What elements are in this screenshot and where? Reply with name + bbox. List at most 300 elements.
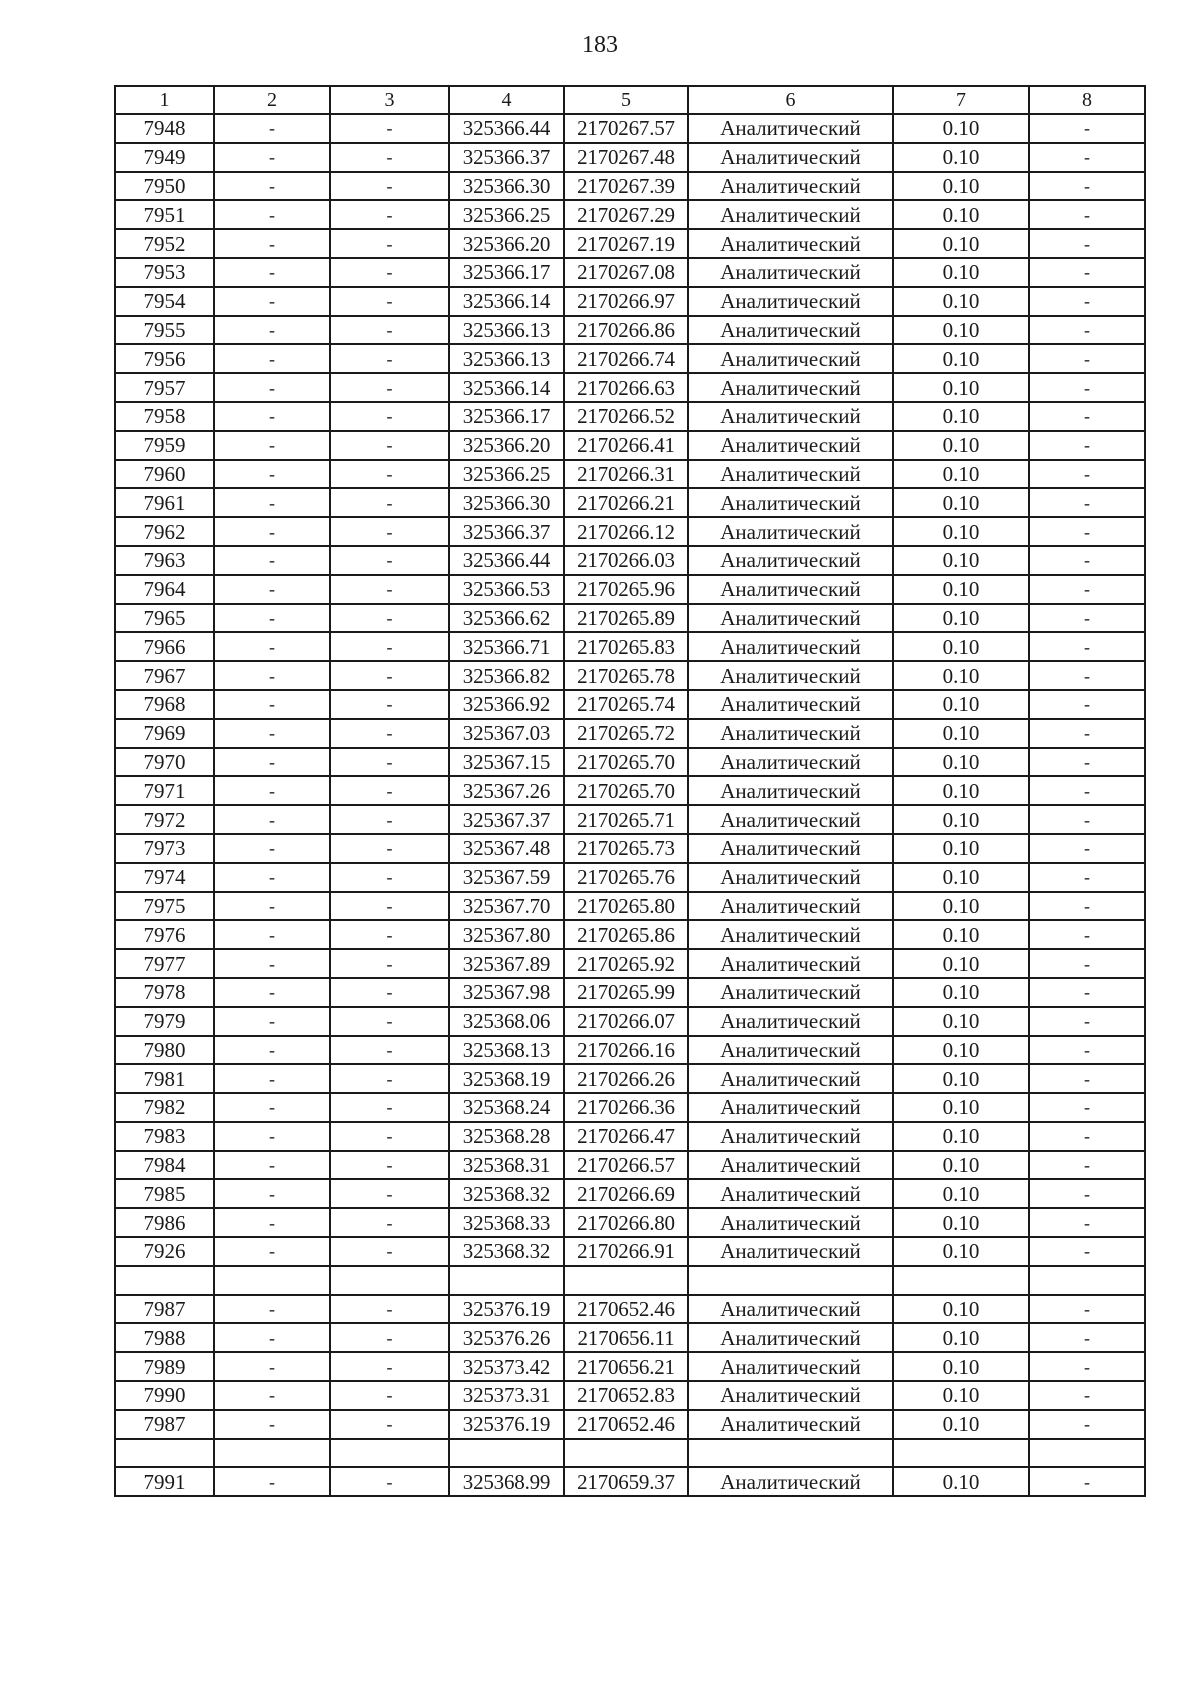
point-number-cell: 7956 xyxy=(115,344,214,373)
point-number-cell: 7965 xyxy=(115,604,214,633)
point-number-cell: 7990 xyxy=(115,1381,214,1410)
accuracy-cell: 0.10 xyxy=(893,920,1029,949)
point-number-cell: 7991 xyxy=(115,1467,214,1496)
col2-cell: - xyxy=(214,1179,330,1208)
col3-cell: - xyxy=(330,834,449,863)
method-cell: Аналитический xyxy=(688,229,893,258)
method-cell: Аналитический xyxy=(688,690,893,719)
table-spacer-row xyxy=(115,1439,1145,1468)
col2-cell: - xyxy=(214,200,330,229)
x-coordinate-cell: 325367.15 xyxy=(449,748,564,777)
column-header: 6 xyxy=(688,86,893,114)
point-number-cell: 7958 xyxy=(115,402,214,431)
x-coordinate-cell: 325367.26 xyxy=(449,776,564,805)
col2-cell: - xyxy=(214,517,330,546)
col3-cell: - xyxy=(330,373,449,402)
empty-cell xyxy=(564,1439,688,1468)
table-row xyxy=(115,1381,1145,1410)
accuracy-cell: 0.10 xyxy=(893,748,1029,777)
col8-cell: - xyxy=(1029,776,1145,805)
column-header: 4 xyxy=(449,86,564,114)
col2-cell: - xyxy=(214,1381,330,1410)
col3-cell: - xyxy=(330,1208,449,1237)
col2-cell: - xyxy=(214,1064,330,1093)
empty-cell xyxy=(893,1266,1029,1295)
col2-cell: - xyxy=(214,978,330,1007)
page-number: 183 xyxy=(582,32,618,58)
col8-cell: - xyxy=(1029,1467,1145,1496)
col8-cell: - xyxy=(1029,1295,1145,1324)
y-coordinate-cell: 2170266.31 xyxy=(564,460,688,489)
col2-cell: - xyxy=(214,546,330,575)
y-coordinate-cell: 2170267.48 xyxy=(564,143,688,172)
col2-cell: - xyxy=(214,949,330,978)
x-coordinate-cell: 325366.30 xyxy=(449,488,564,517)
col2-cell: - xyxy=(214,1093,330,1122)
col8-cell: - xyxy=(1029,604,1145,633)
method-cell: Аналитический xyxy=(688,1467,893,1496)
col2-cell: - xyxy=(214,488,330,517)
method-cell: Аналитический xyxy=(688,949,893,978)
accuracy-cell: 0.10 xyxy=(893,172,1029,201)
table-row xyxy=(115,978,1145,1007)
x-coordinate-cell: 325366.25 xyxy=(449,460,564,489)
y-coordinate-cell: 2170265.96 xyxy=(564,575,688,604)
accuracy-cell: 0.10 xyxy=(893,517,1029,546)
y-coordinate-cell: 2170266.97 xyxy=(564,287,688,316)
table-row xyxy=(115,200,1145,229)
y-coordinate-cell: 2170656.11 xyxy=(564,1323,688,1352)
accuracy-cell: 0.10 xyxy=(893,402,1029,431)
col3-cell: - xyxy=(330,344,449,373)
table-row xyxy=(115,892,1145,921)
col2-cell: - xyxy=(214,431,330,460)
method-cell: Аналитический xyxy=(688,517,893,546)
col3-cell: - xyxy=(330,1467,449,1496)
method-cell: Аналитический xyxy=(688,892,893,921)
col3-cell: - xyxy=(330,719,449,748)
empty-cell xyxy=(1029,1266,1145,1295)
col3-cell: - xyxy=(330,604,449,633)
table-row xyxy=(115,488,1145,517)
method-cell: Аналитический xyxy=(688,863,893,892)
x-coordinate-cell: 325367.03 xyxy=(449,719,564,748)
x-coordinate-cell: 325366.53 xyxy=(449,575,564,604)
method-cell: Аналитический xyxy=(688,1151,893,1180)
y-coordinate-cell: 2170265.80 xyxy=(564,892,688,921)
point-number-cell: 7985 xyxy=(115,1179,214,1208)
table-row xyxy=(115,949,1145,978)
accuracy-cell: 0.10 xyxy=(893,1295,1029,1324)
accuracy-cell: 0.10 xyxy=(893,488,1029,517)
method-cell: Аналитический xyxy=(688,1381,893,1410)
col8-cell: - xyxy=(1029,1122,1145,1151)
accuracy-cell: 0.10 xyxy=(893,114,1029,143)
point-number-cell: 7963 xyxy=(115,546,214,575)
col3-cell: - xyxy=(330,1064,449,1093)
empty-cell xyxy=(214,1439,330,1468)
col3-cell: - xyxy=(330,1410,449,1439)
x-coordinate-cell: 325366.14 xyxy=(449,373,564,402)
table-row xyxy=(115,287,1145,316)
empty-cell xyxy=(688,1439,893,1468)
table-row xyxy=(115,1295,1145,1324)
col2-cell: - xyxy=(214,661,330,690)
y-coordinate-cell: 2170265.70 xyxy=(564,776,688,805)
col3-cell: - xyxy=(330,892,449,921)
col2-cell: - xyxy=(214,834,330,863)
empty-cell xyxy=(449,1266,564,1295)
col8-cell: - xyxy=(1029,460,1145,489)
col3-cell: - xyxy=(330,575,449,604)
accuracy-cell: 0.10 xyxy=(893,575,1029,604)
point-number-cell: 7978 xyxy=(115,978,214,1007)
accuracy-cell: 0.10 xyxy=(893,1064,1029,1093)
point-number-cell: 7970 xyxy=(115,748,214,777)
x-coordinate-cell: 325366.20 xyxy=(449,431,564,460)
column-header: 2 xyxy=(214,86,330,114)
col3-cell: - xyxy=(330,661,449,690)
col8-cell: - xyxy=(1029,661,1145,690)
method-cell: Аналитический xyxy=(688,1323,893,1352)
col2-cell: - xyxy=(214,892,330,921)
point-number-cell: 7962 xyxy=(115,517,214,546)
x-coordinate-cell: 325367.80 xyxy=(449,920,564,949)
col8-cell: - xyxy=(1029,719,1145,748)
point-number-cell: 7987 xyxy=(115,1295,214,1324)
accuracy-cell: 0.10 xyxy=(893,1036,1029,1065)
point-number-cell: 7964 xyxy=(115,575,214,604)
col8-cell: - xyxy=(1029,978,1145,1007)
point-number-cell: 7988 xyxy=(115,1323,214,1352)
table-row xyxy=(115,1036,1145,1065)
x-coordinate-cell: 325366.17 xyxy=(449,402,564,431)
method-cell: Аналитический xyxy=(688,373,893,402)
col8-cell: - xyxy=(1029,431,1145,460)
method-cell: Аналитический xyxy=(688,114,893,143)
method-cell: Аналитический xyxy=(688,460,893,489)
col3-cell: - xyxy=(330,690,449,719)
table-row xyxy=(115,1179,1145,1208)
table-row xyxy=(115,1151,1145,1180)
col8-cell: - xyxy=(1029,1093,1145,1122)
point-number-cell: 7926 xyxy=(115,1237,214,1266)
column-header: 5 xyxy=(564,86,688,114)
method-cell: Аналитический xyxy=(688,1064,893,1093)
col8-cell: - xyxy=(1029,863,1145,892)
method-cell: Аналитический xyxy=(688,575,893,604)
col8-cell: - xyxy=(1029,1237,1145,1266)
empty-cell xyxy=(893,1439,1029,1468)
x-coordinate-cell: 325366.14 xyxy=(449,287,564,316)
y-coordinate-cell: 2170265.99 xyxy=(564,978,688,1007)
col3-cell: - xyxy=(330,172,449,201)
point-number-cell: 7987 xyxy=(115,1410,214,1439)
accuracy-cell: 0.10 xyxy=(893,200,1029,229)
col2-cell: - xyxy=(214,1208,330,1237)
col3-cell: - xyxy=(330,1093,449,1122)
accuracy-cell: 0.10 xyxy=(893,1093,1029,1122)
col2-cell: - xyxy=(214,719,330,748)
table-row xyxy=(115,316,1145,345)
accuracy-cell: 0.10 xyxy=(893,1179,1029,1208)
col3-cell: - xyxy=(330,316,449,345)
x-coordinate-cell: 325368.06 xyxy=(449,1007,564,1036)
point-number-cell: 7950 xyxy=(115,172,214,201)
y-coordinate-cell: 2170266.41 xyxy=(564,431,688,460)
empty-cell xyxy=(330,1439,449,1468)
col2-cell: - xyxy=(214,1237,330,1266)
empty-cell xyxy=(449,1439,564,1468)
point-number-cell: 7968 xyxy=(115,690,214,719)
col2-cell: - xyxy=(214,460,330,489)
col8-cell: - xyxy=(1029,200,1145,229)
col3-cell: - xyxy=(330,546,449,575)
table-row xyxy=(115,1410,1145,1439)
col8-cell: - xyxy=(1029,805,1145,834)
x-coordinate-cell: 325368.19 xyxy=(449,1064,564,1093)
y-coordinate-cell: 2170265.72 xyxy=(564,719,688,748)
method-cell: Аналитический xyxy=(688,1295,893,1324)
col2-cell: - xyxy=(214,1467,330,1496)
col3-cell: - xyxy=(330,1295,449,1324)
y-coordinate-cell: 2170266.26 xyxy=(564,1064,688,1093)
x-coordinate-cell: 325366.92 xyxy=(449,690,564,719)
method-cell: Аналитический xyxy=(688,1036,893,1065)
accuracy-cell: 0.10 xyxy=(893,258,1029,287)
y-coordinate-cell: 2170266.03 xyxy=(564,546,688,575)
method-cell: Аналитический xyxy=(688,978,893,1007)
method-cell: Аналитический xyxy=(688,1352,893,1381)
x-coordinate-cell: 325366.44 xyxy=(449,114,564,143)
col3-cell: - xyxy=(330,1179,449,1208)
column-header: 8 xyxy=(1029,86,1145,114)
y-coordinate-cell: 2170266.12 xyxy=(564,517,688,546)
col2-cell: - xyxy=(214,1122,330,1151)
col2-cell: - xyxy=(214,1036,330,1065)
point-number-cell: 7969 xyxy=(115,719,214,748)
point-number-cell: 7954 xyxy=(115,287,214,316)
col8-cell: - xyxy=(1029,546,1145,575)
col2-cell: - xyxy=(214,1323,330,1352)
x-coordinate-cell: 325368.32 xyxy=(449,1179,564,1208)
col8-cell: - xyxy=(1029,1352,1145,1381)
table-row xyxy=(115,229,1145,258)
table-row xyxy=(115,114,1145,143)
col2-cell: - xyxy=(214,172,330,201)
accuracy-cell: 0.10 xyxy=(893,719,1029,748)
table-row xyxy=(115,604,1145,633)
col8-cell: - xyxy=(1029,632,1145,661)
col3-cell: - xyxy=(330,748,449,777)
y-coordinate-cell: 2170266.07 xyxy=(564,1007,688,1036)
method-cell: Аналитический xyxy=(688,316,893,345)
method-cell: Аналитический xyxy=(688,805,893,834)
method-cell: Аналитический xyxy=(688,402,893,431)
col8-cell: - xyxy=(1029,920,1145,949)
col3-cell: - xyxy=(330,632,449,661)
accuracy-cell: 0.10 xyxy=(893,604,1029,633)
method-cell: Аналитический xyxy=(688,776,893,805)
empty-cell xyxy=(115,1266,214,1295)
point-number-cell: 7973 xyxy=(115,834,214,863)
col3-cell: - xyxy=(330,1323,449,1352)
table-spacer-row xyxy=(115,1266,1145,1295)
point-number-cell: 7967 xyxy=(115,661,214,690)
y-coordinate-cell: 2170266.80 xyxy=(564,1208,688,1237)
method-cell: Аналитический xyxy=(688,834,893,863)
accuracy-cell: 0.10 xyxy=(893,1208,1029,1237)
point-number-cell: 7972 xyxy=(115,805,214,834)
accuracy-cell: 0.10 xyxy=(893,632,1029,661)
method-cell: Аналитический xyxy=(688,1208,893,1237)
table-row xyxy=(115,460,1145,489)
accuracy-cell: 0.10 xyxy=(893,373,1029,402)
column-header: 3 xyxy=(330,86,449,114)
col3-cell: - xyxy=(330,1352,449,1381)
method-cell: Аналитический xyxy=(688,258,893,287)
col3-cell: - xyxy=(330,258,449,287)
col2-cell: - xyxy=(214,229,330,258)
col3-cell: - xyxy=(330,200,449,229)
col2-cell: - xyxy=(214,748,330,777)
col8-cell: - xyxy=(1029,892,1145,921)
col3-cell: - xyxy=(330,460,449,489)
y-coordinate-cell: 2170266.63 xyxy=(564,373,688,402)
x-coordinate-cell: 325366.13 xyxy=(449,316,564,345)
point-number-cell: 7977 xyxy=(115,949,214,978)
col2-cell: - xyxy=(214,1352,330,1381)
method-cell: Аналитический xyxy=(688,200,893,229)
col3-cell: - xyxy=(330,1007,449,1036)
x-coordinate-cell: 325366.62 xyxy=(449,604,564,633)
table-row xyxy=(115,373,1145,402)
col8-cell: - xyxy=(1029,229,1145,258)
col8-cell: - xyxy=(1029,1036,1145,1065)
col2-cell: - xyxy=(214,287,330,316)
col3-cell: - xyxy=(330,805,449,834)
col8-cell: - xyxy=(1029,690,1145,719)
y-coordinate-cell: 2170265.71 xyxy=(564,805,688,834)
col3-cell: - xyxy=(330,863,449,892)
x-coordinate-cell: 325366.71 xyxy=(449,632,564,661)
col3-cell: - xyxy=(330,287,449,316)
y-coordinate-cell: 2170265.92 xyxy=(564,949,688,978)
table-row xyxy=(115,776,1145,805)
col8-cell: - xyxy=(1029,834,1145,863)
col8-cell: - xyxy=(1029,1323,1145,1352)
point-number-cell: 7971 xyxy=(115,776,214,805)
point-number-cell: 7961 xyxy=(115,488,214,517)
x-coordinate-cell: 325368.99 xyxy=(449,1467,564,1496)
accuracy-cell: 0.10 xyxy=(893,1381,1029,1410)
col3-cell: - xyxy=(330,978,449,1007)
table-row xyxy=(115,920,1145,949)
method-cell: Аналитический xyxy=(688,1410,893,1439)
accuracy-cell: 0.10 xyxy=(893,949,1029,978)
point-number-cell: 7984 xyxy=(115,1151,214,1180)
y-coordinate-cell: 2170266.21 xyxy=(564,488,688,517)
y-coordinate-cell: 2170266.16 xyxy=(564,1036,688,1065)
table-row xyxy=(115,546,1145,575)
col2-cell: - xyxy=(214,863,330,892)
method-cell: Аналитический xyxy=(688,1237,893,1266)
x-coordinate-cell: 325366.37 xyxy=(449,517,564,546)
x-coordinate-cell: 325373.31 xyxy=(449,1381,564,1410)
col8-cell: - xyxy=(1029,1410,1145,1439)
col2-cell: - xyxy=(214,776,330,805)
point-number-cell: 7979 xyxy=(115,1007,214,1036)
col8-cell: - xyxy=(1029,949,1145,978)
col8-cell: - xyxy=(1029,373,1145,402)
y-coordinate-cell: 2170266.47 xyxy=(564,1122,688,1151)
col3-cell: - xyxy=(330,402,449,431)
table-row xyxy=(115,834,1145,863)
empty-cell xyxy=(688,1266,893,1295)
method-cell: Аналитический xyxy=(688,546,893,575)
x-coordinate-cell: 325368.32 xyxy=(449,1237,564,1266)
point-number-cell: 7975 xyxy=(115,892,214,921)
coordinates-table xyxy=(114,85,1146,1497)
point-number-cell: 7966 xyxy=(115,632,214,661)
accuracy-cell: 0.10 xyxy=(893,690,1029,719)
accuracy-cell: 0.10 xyxy=(893,1007,1029,1036)
accuracy-cell: 0.10 xyxy=(893,863,1029,892)
empty-cell xyxy=(115,1439,214,1468)
y-coordinate-cell: 2170266.57 xyxy=(564,1151,688,1180)
col2-cell: - xyxy=(214,143,330,172)
point-number-cell: 7951 xyxy=(115,200,214,229)
y-coordinate-cell: 2170267.39 xyxy=(564,172,688,201)
accuracy-cell: 0.10 xyxy=(893,978,1029,1007)
y-coordinate-cell: 2170266.36 xyxy=(564,1093,688,1122)
point-number-cell: 7974 xyxy=(115,863,214,892)
method-cell: Аналитический xyxy=(688,344,893,373)
col3-cell: - xyxy=(330,114,449,143)
col8-cell: - xyxy=(1029,517,1145,546)
accuracy-cell: 0.10 xyxy=(893,344,1029,373)
y-coordinate-cell: 2170265.74 xyxy=(564,690,688,719)
empty-cell xyxy=(214,1266,330,1295)
table-body xyxy=(115,114,1145,1496)
table-row xyxy=(115,1323,1145,1352)
method-cell: Аналитический xyxy=(688,431,893,460)
col3-cell: - xyxy=(330,488,449,517)
method-cell: Аналитический xyxy=(688,1179,893,1208)
point-number-cell: 7980 xyxy=(115,1036,214,1065)
col8-cell: - xyxy=(1029,172,1145,201)
x-coordinate-cell: 325367.98 xyxy=(449,978,564,1007)
y-coordinate-cell: 2170267.29 xyxy=(564,200,688,229)
point-number-cell: 7976 xyxy=(115,920,214,949)
y-coordinate-cell: 2170266.69 xyxy=(564,1179,688,1208)
accuracy-cell: 0.10 xyxy=(893,892,1029,921)
table-row xyxy=(115,172,1145,201)
table-header-row xyxy=(115,86,1145,114)
empty-cell xyxy=(564,1266,688,1295)
y-coordinate-cell: 2170652.83 xyxy=(564,1381,688,1410)
x-coordinate-cell: 325366.44 xyxy=(449,546,564,575)
accuracy-cell: 0.10 xyxy=(893,1323,1029,1352)
x-coordinate-cell: 325376.19 xyxy=(449,1295,564,1324)
method-cell: Аналитический xyxy=(688,287,893,316)
empty-cell xyxy=(1029,1439,1145,1468)
x-coordinate-cell: 325367.48 xyxy=(449,834,564,863)
table-row xyxy=(115,1237,1145,1266)
col3-cell: - xyxy=(330,1036,449,1065)
point-number-cell: 7952 xyxy=(115,229,214,258)
accuracy-cell: 0.10 xyxy=(893,1237,1029,1266)
